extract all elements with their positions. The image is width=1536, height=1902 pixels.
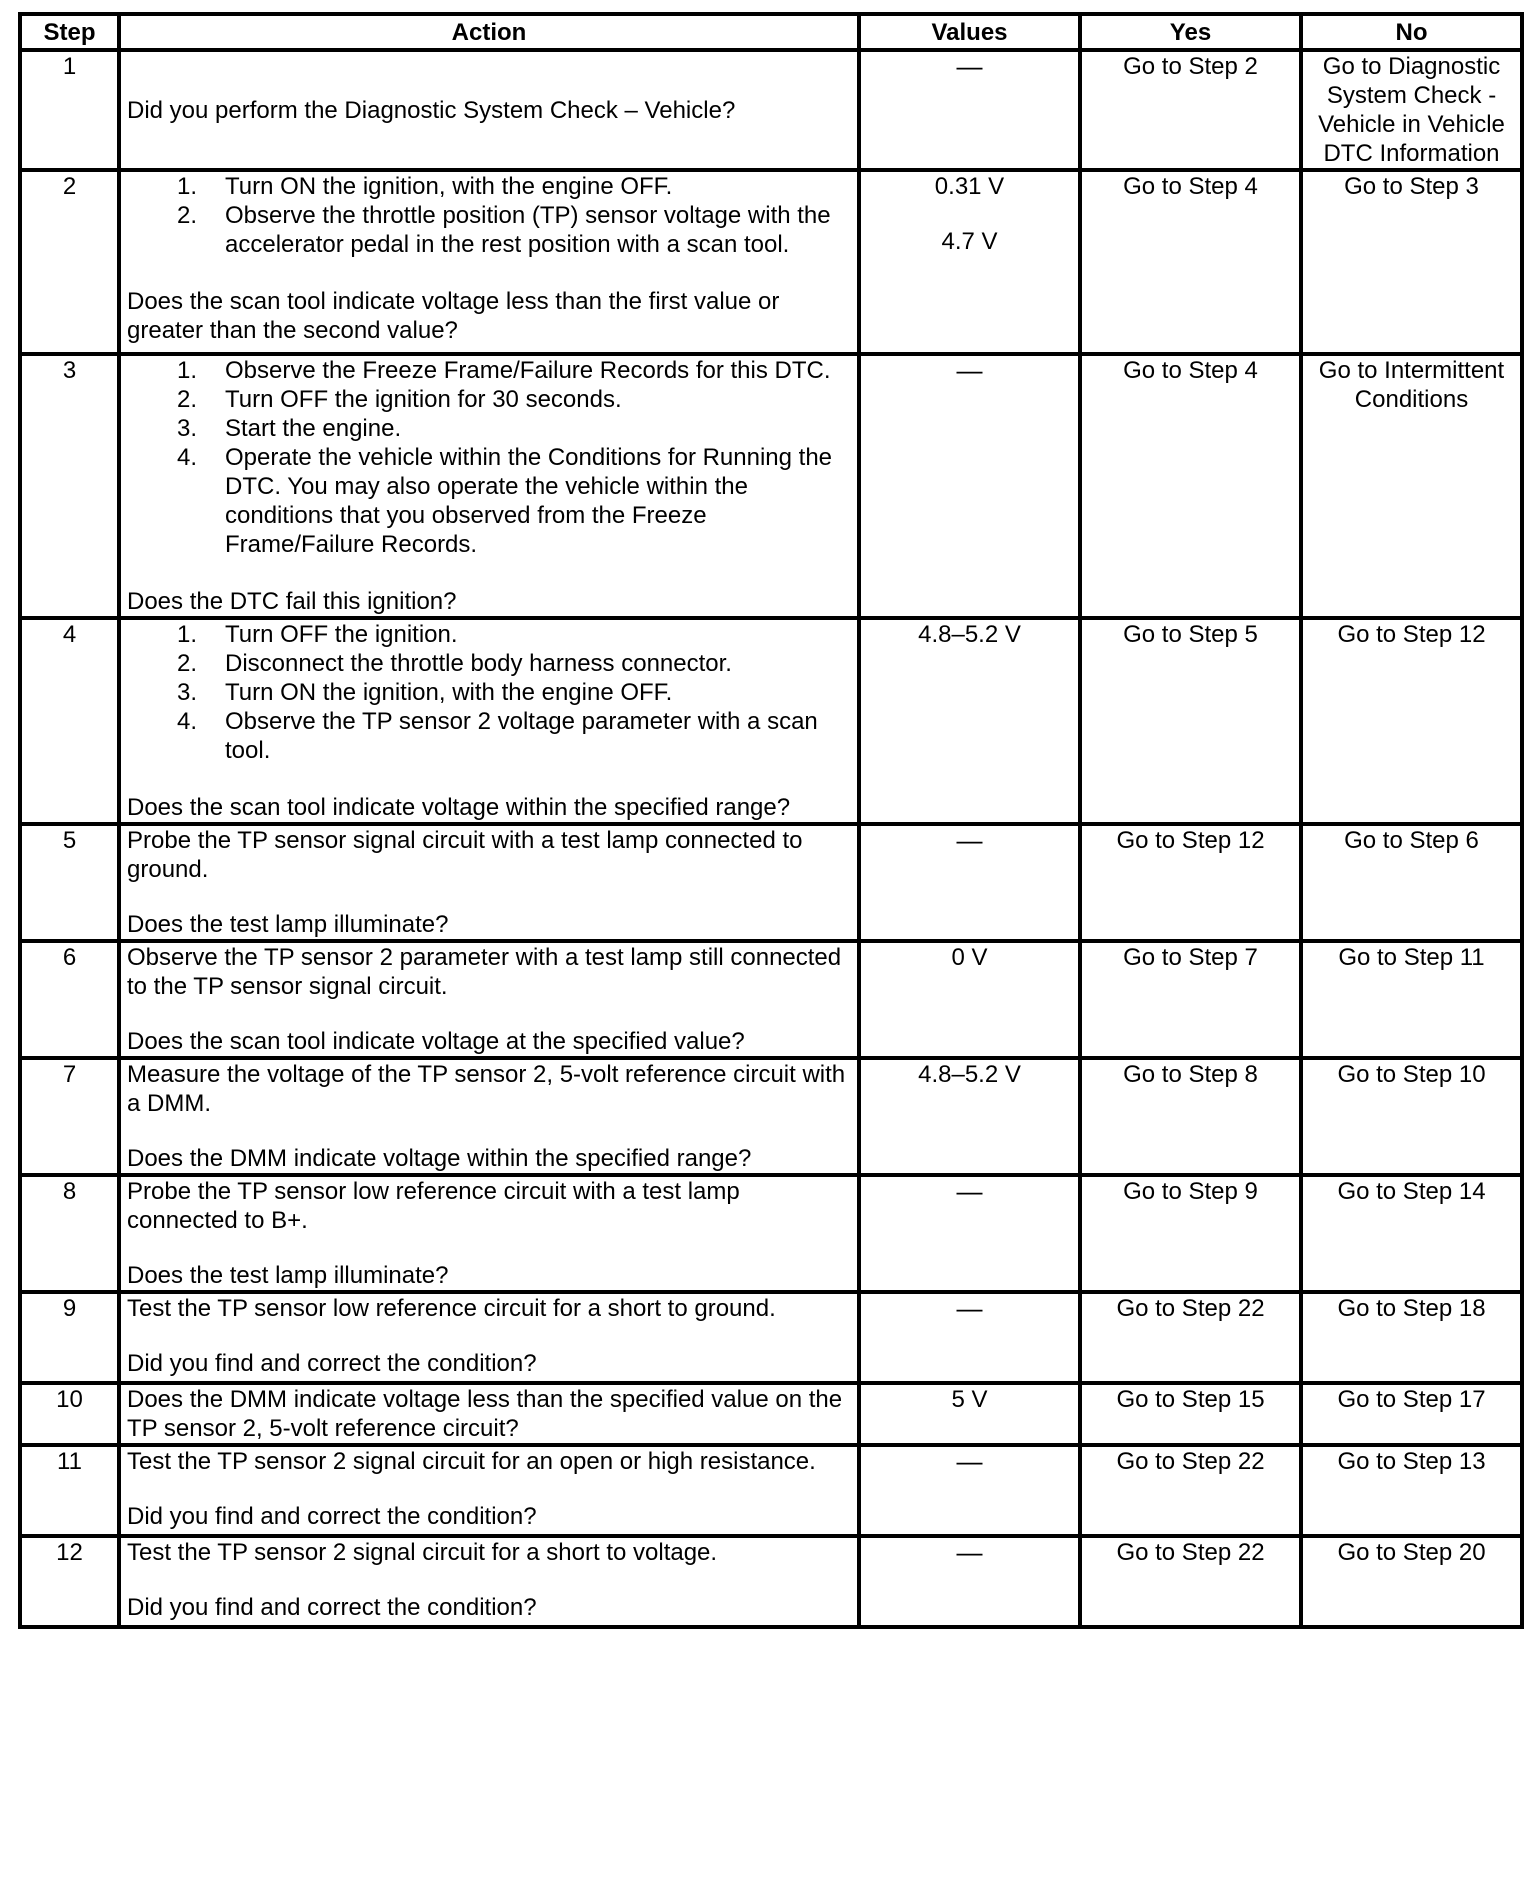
yes-cell: Go to Step 9 xyxy=(1080,1175,1301,1292)
header-no: No xyxy=(1301,14,1522,50)
action-cell xyxy=(119,1175,859,1292)
action-question: Did you find and correct the condition? xyxy=(127,1503,537,1530)
table-row xyxy=(20,1383,1522,1445)
no-cell: Go to Step 3 xyxy=(1301,170,1522,354)
action-cell xyxy=(119,50,859,170)
action-question: Did you find and correct the condition? xyxy=(127,1594,537,1621)
step-number: 11 xyxy=(20,1445,119,1536)
values-cell xyxy=(859,1175,1080,1292)
instruction-item: 2. Observe the throttle position (TP) sensor voltage with the accelerator pedal in the rest position with a scan tool. xyxy=(177,202,831,258)
instruction-item: 3. Start the engine. xyxy=(177,415,402,442)
step-number: 8 xyxy=(20,1175,119,1292)
action-text: Measure the voltage of the TP sensor 2, 5-volt reference circuit with a DMM. xyxy=(127,1061,846,1117)
value-range: 4.8–5.2 V xyxy=(918,621,1021,648)
action-cell xyxy=(119,824,859,941)
value-dash: — xyxy=(956,355,983,385)
table-row xyxy=(20,824,1522,941)
action-cell xyxy=(119,170,859,354)
step-number: 6 xyxy=(20,941,119,1058)
action-question: Does the scan tool indicate voltage less than the first value or greater than the second value? xyxy=(127,288,780,344)
value-dash: — xyxy=(956,1176,983,1206)
table-row xyxy=(20,170,1522,354)
yes-cell: Go to Step 7 xyxy=(1080,941,1301,1058)
action-text: Test the TP sensor 2 signal circuit for a short to voltage. xyxy=(127,1539,718,1566)
no-cell: Go to Step 10 xyxy=(1301,1058,1522,1175)
action-question: Did you find and correct the condition? xyxy=(127,1350,537,1377)
step-number: 7 xyxy=(20,1058,119,1175)
header-yes: Yes xyxy=(1080,14,1301,50)
header-action: Action xyxy=(119,14,859,50)
table-row xyxy=(20,1536,1522,1627)
instruction-list xyxy=(127,172,851,259)
value-max: 4.7 V xyxy=(941,228,998,255)
yes-cell: Go to Step 12 xyxy=(1080,824,1301,941)
no-cell: Go to Step 14 xyxy=(1301,1175,1522,1292)
table-row xyxy=(20,1058,1522,1175)
yes-cell: Go to Step 22 xyxy=(1080,1445,1301,1536)
action-cell xyxy=(119,618,859,824)
action-cell xyxy=(119,1383,859,1445)
instruction-item: 4. Operate the vehicle within the Conditions for Running the DTC. You may also operate the vehicle within the conditions that you observed from the Freeze Frame/Failure Records. xyxy=(177,444,833,558)
yes-cell: Go to Step 4 xyxy=(1080,170,1301,354)
action-text: Probe the TP sensor signal circuit with a test lamp connected to ground. xyxy=(127,827,803,883)
table-row xyxy=(20,1445,1522,1536)
yes-cell: Go to Step 5 xyxy=(1080,618,1301,824)
action-cell xyxy=(119,941,859,1058)
step-number: 9 xyxy=(20,1292,119,1383)
values-cell xyxy=(859,50,1080,170)
action-question: Did you perform the Diagnostic System Check – Vehicle? xyxy=(127,96,736,124)
instruction-item: 3. Turn ON the ignition, with the engine OFF. xyxy=(177,679,673,706)
step-number: 10 xyxy=(20,1383,119,1445)
header-step: Step xyxy=(20,14,119,50)
value-range: 4.8–5.2 V xyxy=(918,1061,1021,1088)
step-number: 5 xyxy=(20,824,119,941)
no-cell: Go to Step 17 xyxy=(1301,1383,1522,1445)
no-cell: Go to Step 13 xyxy=(1301,1445,1522,1536)
instruction-list xyxy=(127,356,851,559)
values-cell xyxy=(859,1383,1080,1445)
no-cell: Go to Step 20 xyxy=(1301,1536,1522,1627)
values-cell xyxy=(859,941,1080,1058)
values-cell xyxy=(859,618,1080,824)
instruction-list xyxy=(127,620,851,765)
action-text: Observe the TP sensor 2 parameter with a test lamp still connected to the TP sensor signal circuit. xyxy=(127,944,842,1000)
header-values: Values xyxy=(859,14,1080,50)
action-text: Test the TP sensor low reference circuit for a short to ground. xyxy=(127,1295,776,1322)
table-row xyxy=(20,941,1522,1058)
step-number: 1 xyxy=(20,50,119,170)
action-cell xyxy=(119,1058,859,1175)
values-cell xyxy=(859,1292,1080,1383)
action-question: Does the DMM indicate voltage within the specified range? xyxy=(127,1145,752,1172)
step-number: 2 xyxy=(20,170,119,354)
yes-cell: Go to Step 4 xyxy=(1080,354,1301,618)
no-cell: Go to Intermittent Conditions xyxy=(1301,354,1522,618)
value-min: 0.31 V xyxy=(934,173,1005,200)
yes-cell: Go to Step 8 xyxy=(1080,1058,1301,1175)
no-cell: Go to Diagnostic System Check - Vehicle in Vehicle DTC Information xyxy=(1301,50,1522,170)
value-voltage: 0 V xyxy=(951,944,988,971)
table-row xyxy=(20,618,1522,824)
instruction-item: 1. Turn ON the ignition, with the engine OFF. xyxy=(177,173,673,200)
no-cell: Go to Step 12 xyxy=(1301,618,1522,824)
step-number: 3 xyxy=(20,354,119,618)
no-cell: Go to Step 18 xyxy=(1301,1292,1522,1383)
table-row xyxy=(20,50,1522,170)
value-dash: — xyxy=(956,1446,983,1476)
values-cell xyxy=(859,824,1080,941)
yes-cell: Go to Step 15 xyxy=(1080,1383,1301,1445)
action-question: Does the DMM indicate voltage less than the specified value on the TP sensor 2, 5-volt reference circuit? xyxy=(127,1386,843,1442)
action-cell xyxy=(119,1536,859,1627)
instruction-item: 4. Observe the TP sensor 2 voltage parameter with a scan tool. xyxy=(177,708,818,764)
step-number: 12 xyxy=(20,1536,119,1627)
value-dash: — xyxy=(956,1537,983,1567)
action-question: Does the test lamp illuminate? xyxy=(127,1262,449,1289)
values-cell xyxy=(859,1445,1080,1536)
action-text: Probe the TP sensor low reference circuit with a test lamp connected to B+. xyxy=(127,1178,740,1234)
yes-cell: Go to Step 22 xyxy=(1080,1292,1301,1383)
step-number: 4 xyxy=(20,618,119,824)
table-row xyxy=(20,354,1522,618)
action-question: Does the DTC fail this ignition? xyxy=(127,588,457,615)
diagnostic-table xyxy=(18,12,1524,1629)
values-cell xyxy=(859,1058,1080,1175)
action-question: Does the scan tool indicate voltage within the specified range? xyxy=(127,794,791,821)
no-cell: Go to Step 11 xyxy=(1301,941,1522,1058)
value-dash: — xyxy=(956,51,983,81)
action-question: Does the test lamp illuminate? xyxy=(127,911,449,938)
instruction-item: 1. Observe the Freeze Frame/Failure Records for this DTC. xyxy=(177,357,831,384)
instruction-item: 2. Disconnect the throttle body harness connector. xyxy=(177,650,732,677)
instruction-item: 1. Turn OFF the ignition. xyxy=(177,621,458,648)
action-text: Test the TP sensor 2 signal circuit for an open or high resistance. xyxy=(127,1448,816,1475)
no-cell: Go to Step 6 xyxy=(1301,824,1522,941)
value-dash: — xyxy=(956,825,983,855)
yes-cell: Go to Step 2 xyxy=(1080,50,1301,170)
action-cell xyxy=(119,354,859,618)
instruction-item: 2. Turn OFF the ignition for 30 seconds. xyxy=(177,386,622,413)
values-cell xyxy=(859,354,1080,618)
table-row xyxy=(20,1175,1522,1292)
action-question: Does the scan tool indicate voltage at the specified value? xyxy=(127,1028,745,1055)
value-dash: — xyxy=(956,1293,983,1323)
values-cell xyxy=(859,1536,1080,1627)
table-row xyxy=(20,1292,1522,1383)
action-cell xyxy=(119,1292,859,1383)
action-cell xyxy=(119,1445,859,1536)
yes-cell: Go to Step 22 xyxy=(1080,1536,1301,1627)
value-voltage: 5 V xyxy=(951,1386,988,1413)
header-row xyxy=(20,14,1522,50)
values-cell xyxy=(859,170,1080,354)
